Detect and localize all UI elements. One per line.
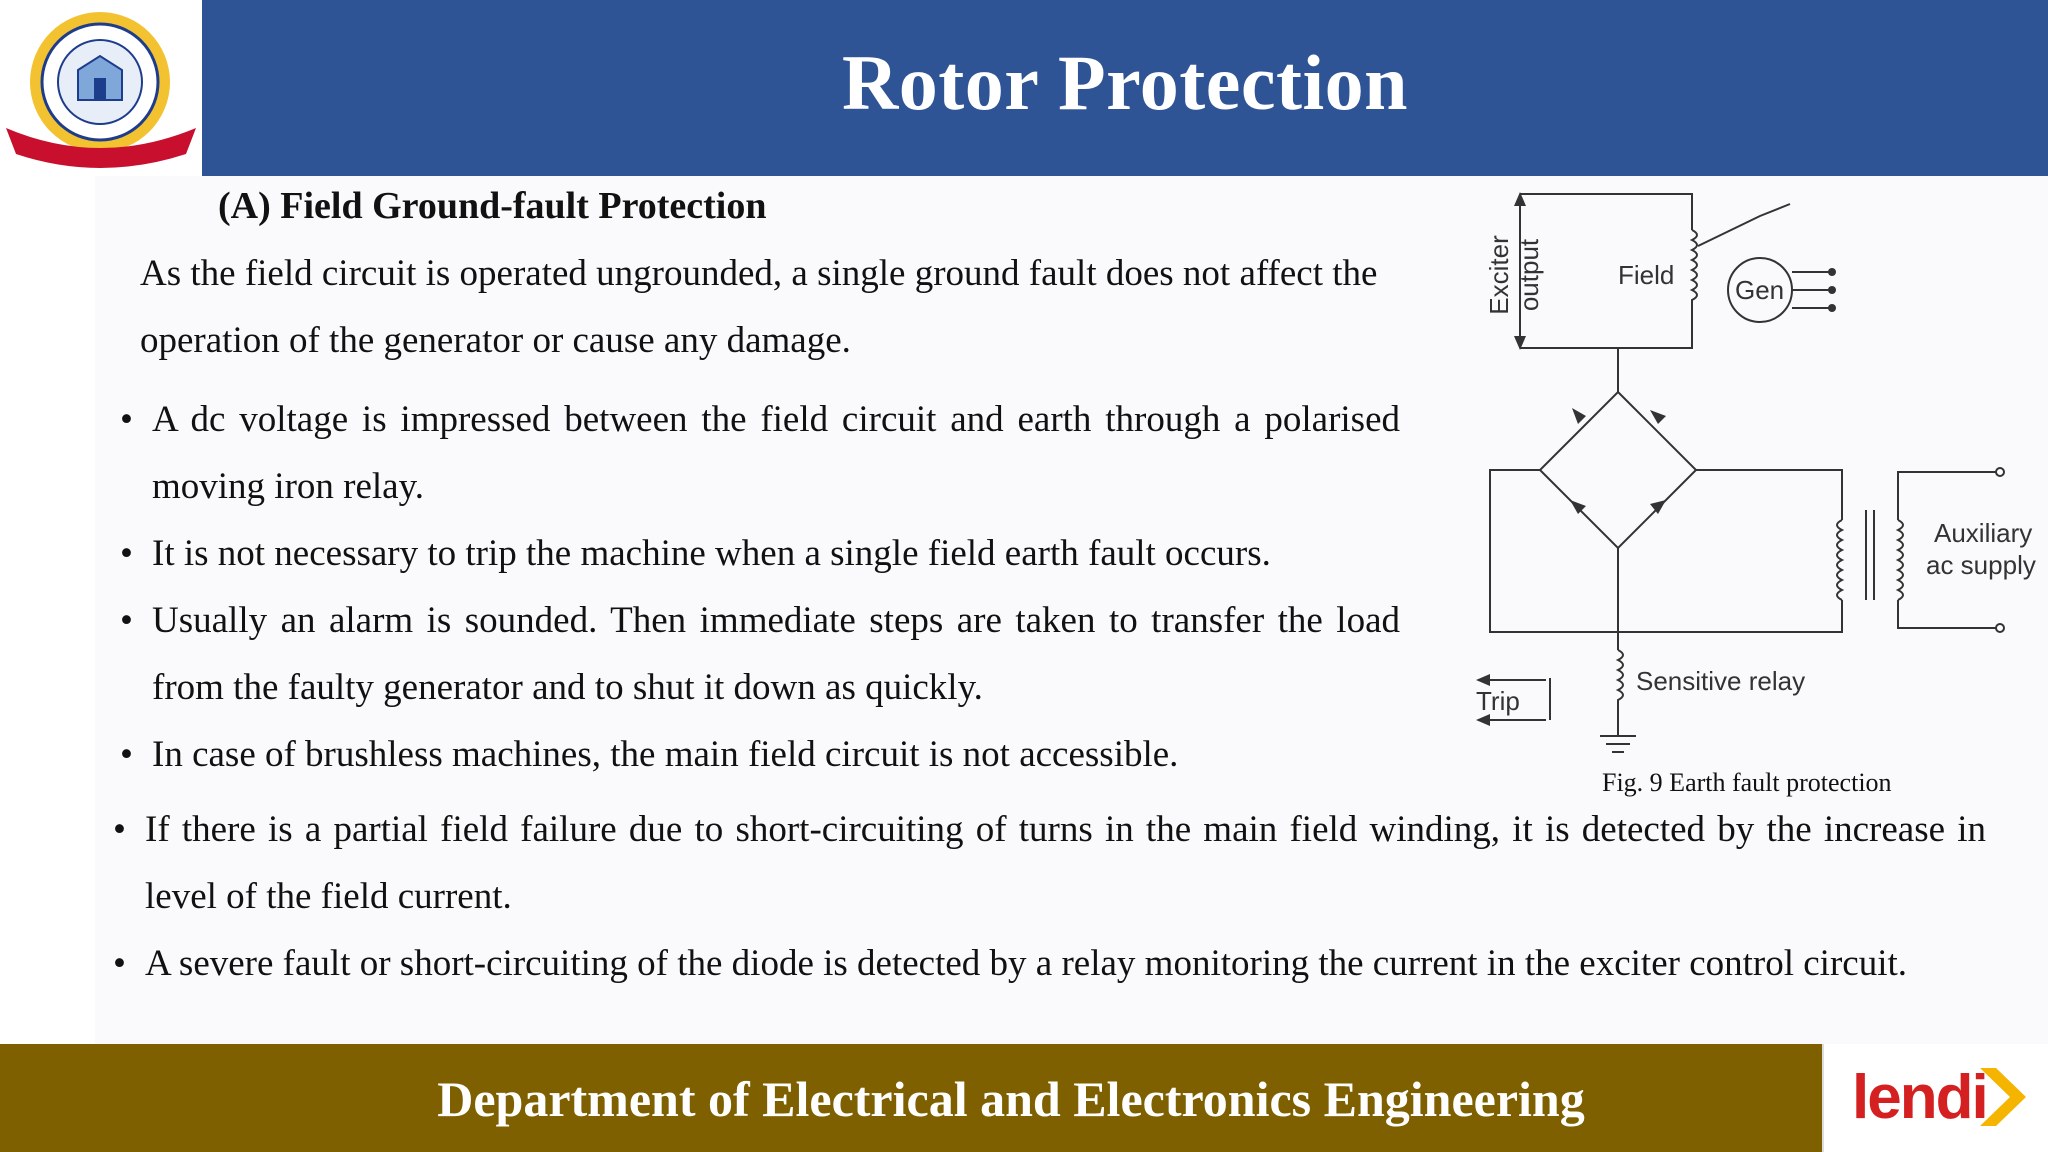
label-exciter: Exciter xyxy=(1484,235,1514,315)
label-ac-supply: ac supply xyxy=(1926,550,2036,580)
bullet-item: • In case of brushless machines, the main field circuit is not accessible. xyxy=(120,721,1400,788)
bullet-item: • It is not necessary to trip the machine when a single field earth fault occurs. xyxy=(120,520,1400,587)
lendi-logo xyxy=(1822,1044,2048,1152)
section-heading: (A) Field Ground-fault Protection xyxy=(218,185,767,227)
title-banner xyxy=(202,0,2048,176)
lendi-logo-text: lendi xyxy=(1852,1063,1987,1132)
diode-icon xyxy=(1570,408,1666,514)
label-gen: Gen xyxy=(1735,275,1785,305)
bullet-item: • A severe fault or short-circuiting of the diode is detected by a relay monitoring the current in the exciter control circuit. xyxy=(113,930,1986,997)
bullet-item: • Usually an alarm is sounded. Then immediate steps are taken to transfer the load from the faulty generator and to shut it down as quickly. xyxy=(120,587,1400,721)
institute-logo xyxy=(0,0,202,176)
bullet-item: • If there is a partial field failure due to short-circuiting of turns in the main field winding, it is detected by the increase in level of the field current. xyxy=(113,796,1986,930)
intro-paragraph: As the field circuit is operated ungrounded, a single ground fault does not affect the operation of the generator or cause any damage. xyxy=(140,253,1378,361)
label-trip: Trip xyxy=(1476,686,1520,716)
institute-seal-icon xyxy=(0,0,202,176)
label-field: Field xyxy=(1618,260,1675,290)
earth-fault-diagram xyxy=(1460,180,2048,780)
footer-banner xyxy=(0,1044,1822,1152)
bullet-list xyxy=(120,386,1400,788)
lendi-arrow-icon xyxy=(1974,1062,2034,1132)
label-output: output xyxy=(1514,238,1544,312)
figure-caption: Fig. 9 Earth fault protection xyxy=(1602,768,1892,797)
bullet-item: • A dc voltage is impressed between the field circuit and earth through a polarised moving iron relay. xyxy=(120,386,1400,520)
bullet-list-wide xyxy=(113,796,1986,997)
arrow-left-icon xyxy=(1476,674,1490,686)
label-sensitive-relay: Sensitive relay xyxy=(1636,666,1806,696)
page-title: Rotor Protection xyxy=(841,39,1409,126)
department-name: Department of Electrical and Electronics Engineering xyxy=(437,1071,1585,1127)
label-auxiliary: Auxiliary xyxy=(1934,518,2033,548)
